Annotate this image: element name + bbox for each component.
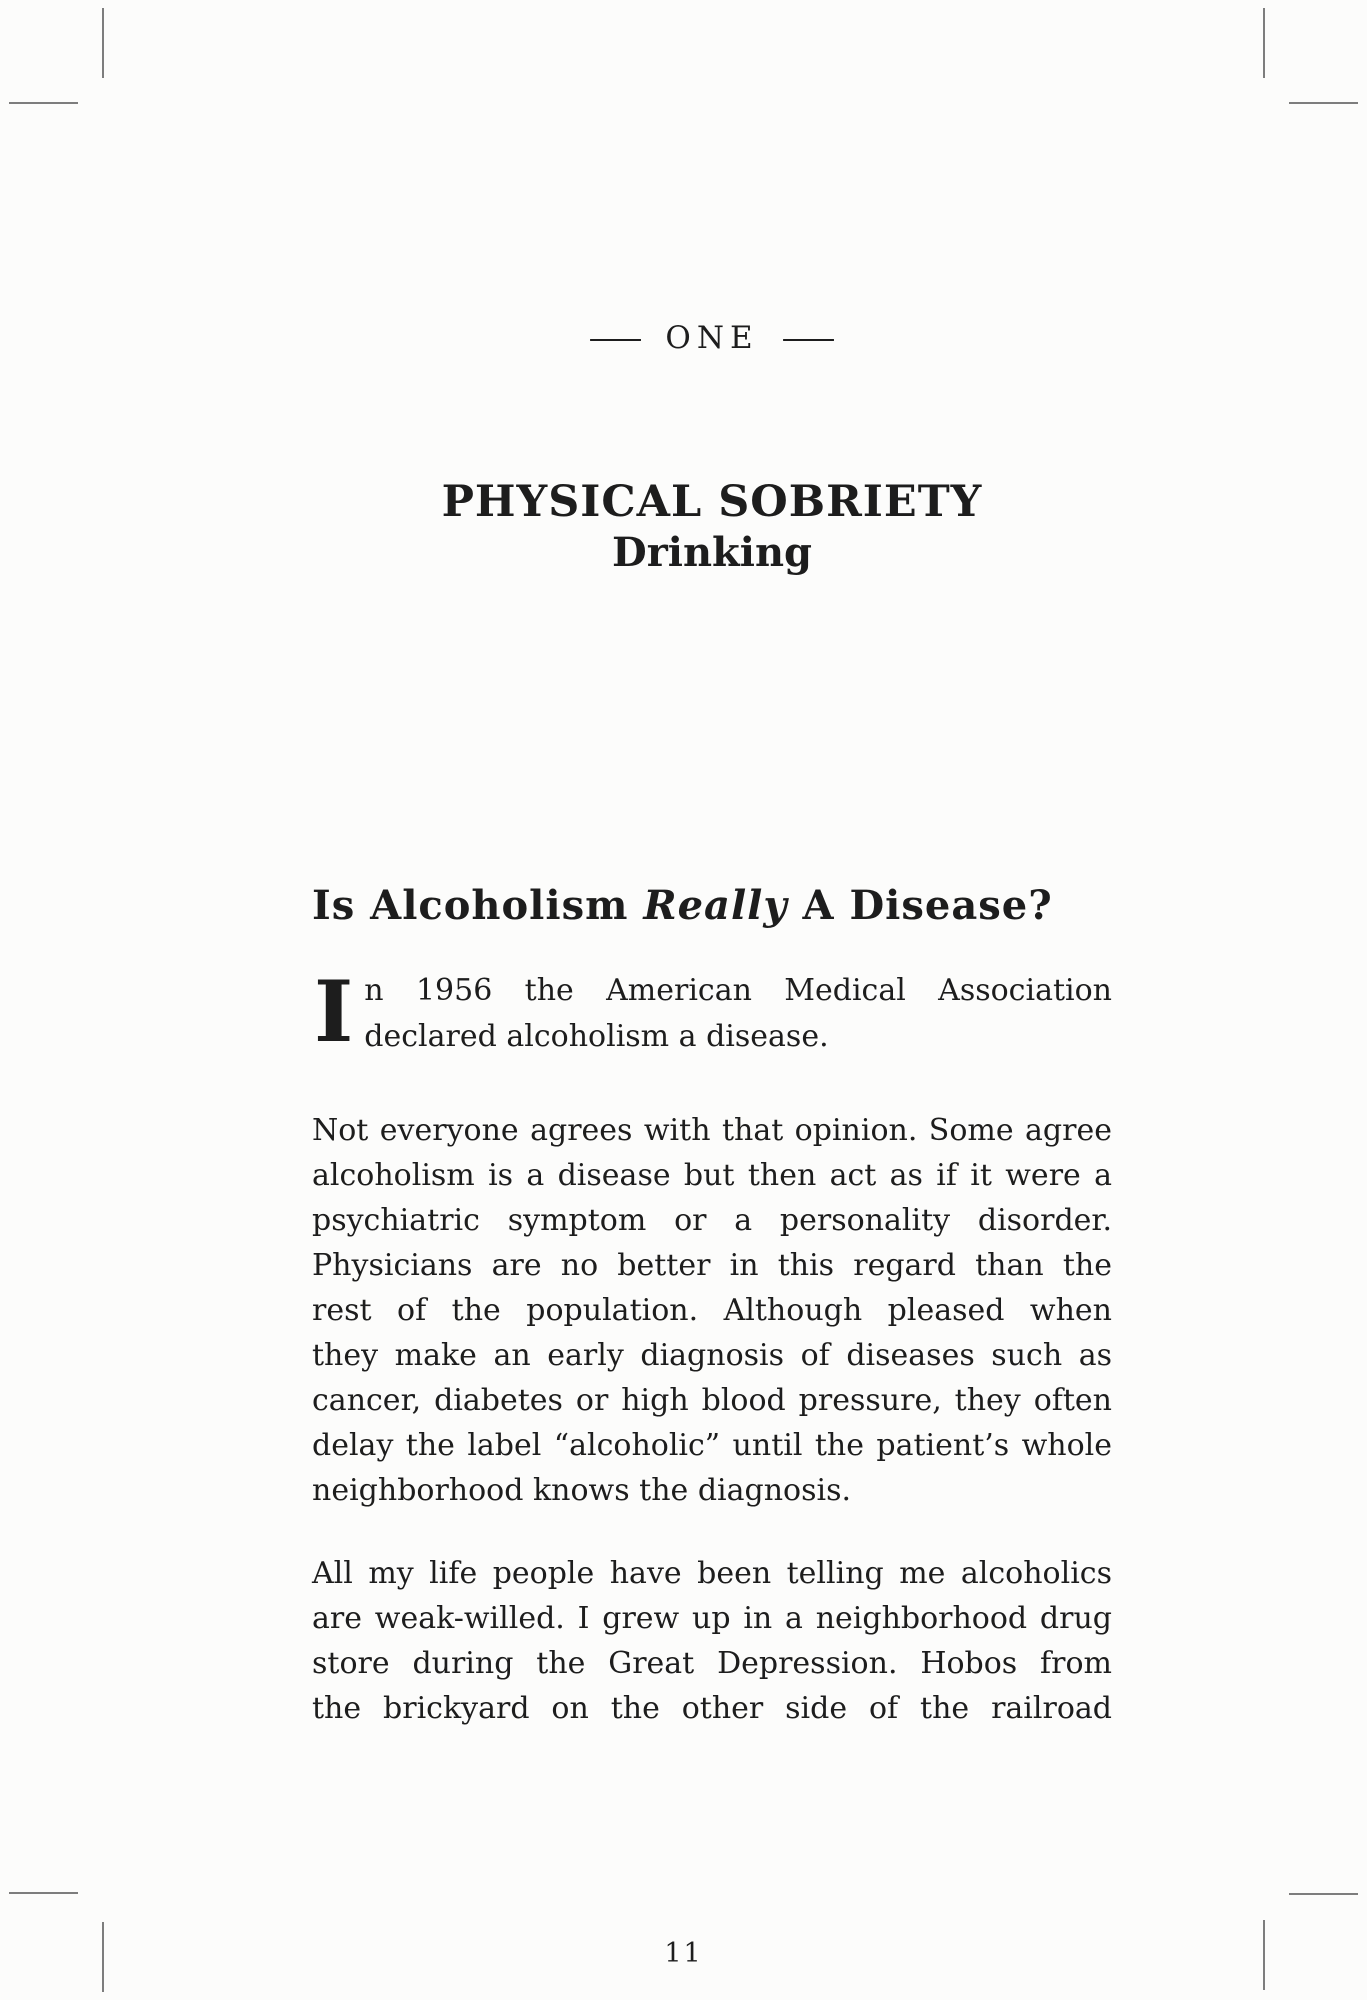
text-line: Not everyone agrees with that opinion. Some agree [312, 1113, 1112, 1148]
crop-mark-top-right-vertical [1263, 8, 1265, 78]
crop-mark-top-left-vertical [102, 8, 104, 78]
text-line: Physicians are no better in this regard than the [312, 1248, 1112, 1283]
paragraph-intro [312, 962, 1112, 1061]
chapter-title-main: PHYSICAL SOBRIETY [441, 477, 983, 527]
text-line: store during the Great Depression. Hobos from [312, 1646, 1112, 1681]
text-line: declared alcoholism a disease. [364, 1019, 829, 1054]
em-dash-right: — [780, 320, 836, 356]
chapter-title [312, 476, 1112, 578]
text-line: psychiatric symptom or a personality disorder. [312, 1203, 1112, 1238]
text-line: neighborhood knows the diagnosis. [312, 1473, 852, 1508]
text-line: All my life people have been telling me alcoholics [312, 1556, 1112, 1591]
crop-mark-top-right-horizontal [1289, 102, 1358, 104]
section-heading-italic-word: Really [643, 882, 788, 929]
crop-mark-bottom-left-horizontal [9, 1892, 78, 1894]
text-line: cancer, diabetes or high blood pressure, they often [312, 1383, 1112, 1418]
page-number: 11 [664, 1938, 703, 1969]
crop-mark-bottom-right-horizontal [1289, 1893, 1358, 1895]
text-line: the brickyard on the other side of the railroad [312, 1691, 1112, 1726]
section-heading-suffix: A Disease? [787, 882, 1053, 929]
text-line: delay the label “alcoholic” until the patient’s whole [312, 1428, 1112, 1463]
text-line: alcoholism is a disease but then act as if it were a [312, 1158, 1112, 1193]
em-dash-left: — [588, 320, 644, 356]
section-heading [312, 882, 1112, 930]
text-line: n 1956 the American Medical Association [364, 973, 1112, 1008]
paragraph-life-story [312, 1551, 1112, 1731]
text-line: they make an early diagnosis of diseases such as [312, 1338, 1112, 1373]
chapter-number-label: ONE [665, 320, 759, 356]
text-column [312, 0, 1112, 2000]
paragraph-opinion [312, 1108, 1112, 1513]
text-line: are weak-willed. I grew up in a neighborhood drug [312, 1601, 1112, 1636]
chapter-title-subtitle: Drinking [612, 529, 812, 576]
chapter-number [312, 320, 1112, 356]
section-heading-prefix: Is Alcoholism [312, 882, 644, 929]
text-line: rest of the population. Although pleased when [312, 1293, 1112, 1328]
drop-cap: I [314, 962, 354, 1061]
crop-mark-top-left-horizontal [9, 102, 78, 104]
